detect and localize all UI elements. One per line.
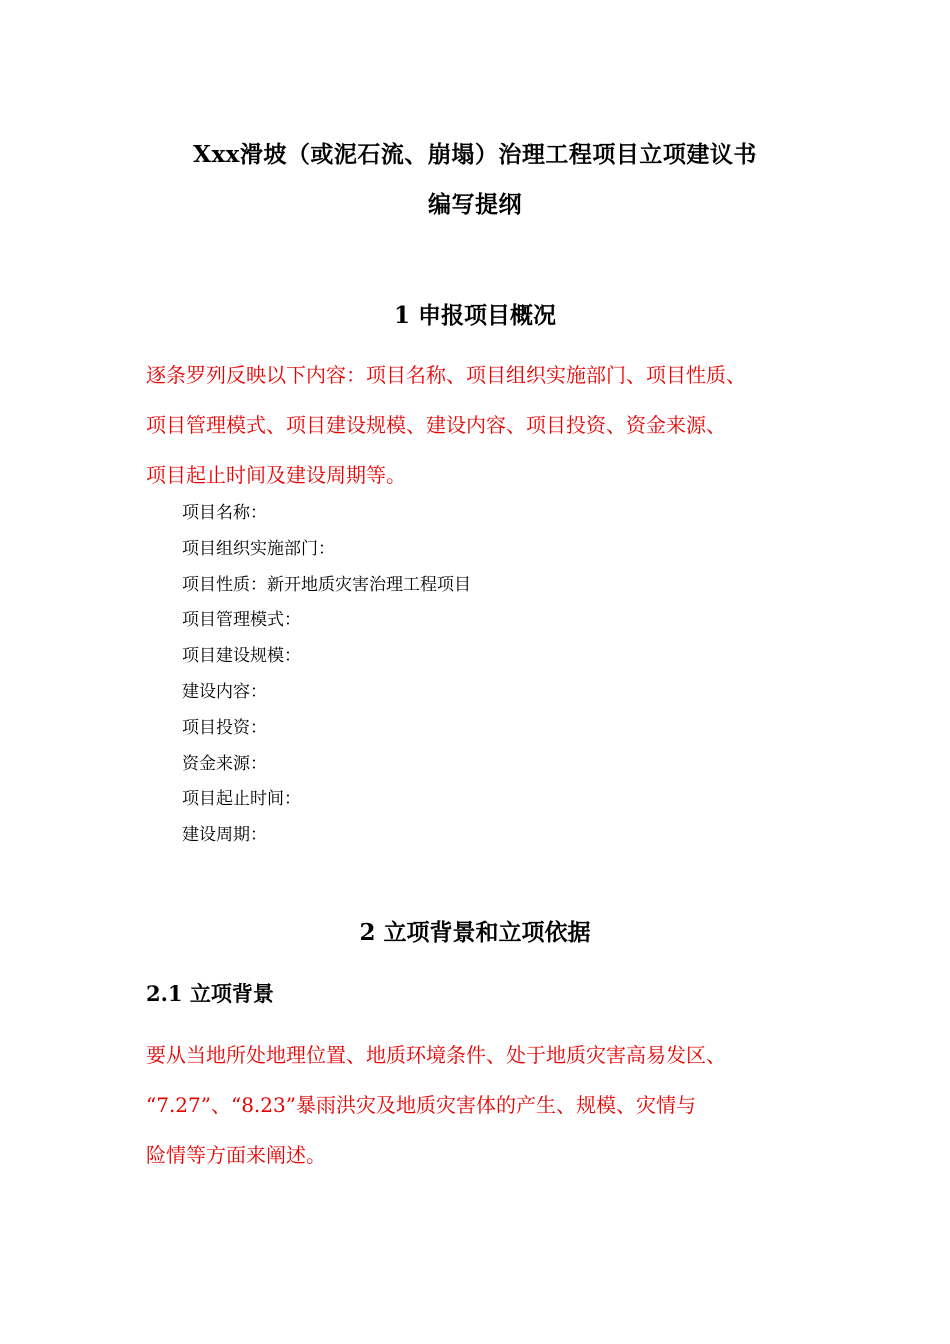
field-project-investment: 项目投资：	[182, 717, 267, 738]
instruction-line: “7.27”、“8.23”暴雨洪灾及地质灾害体的产生、规模、灾情与	[146, 1093, 696, 1117]
field-implementing-department: 项目组织实施部门：	[182, 538, 335, 559]
field-funding-source: 资金来源：	[182, 753, 267, 774]
instruction-line: 项目起止时间及建设周期等。	[146, 463, 406, 487]
field-project-name: 项目名称：	[182, 503, 267, 523]
field-construction-content: 建设内容：	[182, 681, 267, 702]
section-2-heading: 2 立项背景和立项依据	[359, 919, 591, 946]
subsection-2-1-instruction	[146, 1030, 826, 1180]
field-construction-scale: 项目建设规模：	[182, 646, 301, 667]
section-1-instruction	[146, 350, 826, 500]
instruction-line: 要从当地所处地理位置、地质环境条件、处于地质灾害高易发区、	[146, 1043, 726, 1067]
section-1-heading: 1 申报项目概况	[393, 302, 556, 329]
instruction-line: 逐条罗列反映以下内容：项目名称、项目组织实施部门、项目性质、	[146, 363, 746, 387]
instruction-line: 险情等方面来阐述。	[146, 1143, 326, 1167]
subsection-2-1-heading: 2.1 立项背景	[146, 981, 274, 1006]
field-project-nature: 项目性质：新开地质灾害治理工程项目	[182, 574, 471, 595]
field-project-period: 项目起止时间：	[182, 789, 301, 810]
document-subtitle: 编写提纲	[428, 191, 522, 218]
field-management-mode: 项目管理模式：	[182, 610, 301, 631]
project-field-list	[182, 496, 471, 854]
field-construction-cycle: 建设周期：	[182, 825, 267, 846]
document-title: Xxx滑坡（或泥石流、崩塌）治理工程项目立项建议书	[193, 141, 757, 168]
instruction-line: 项目管理模式、项目建设规模、建设内容、项目投资、资金来源、	[146, 413, 726, 437]
